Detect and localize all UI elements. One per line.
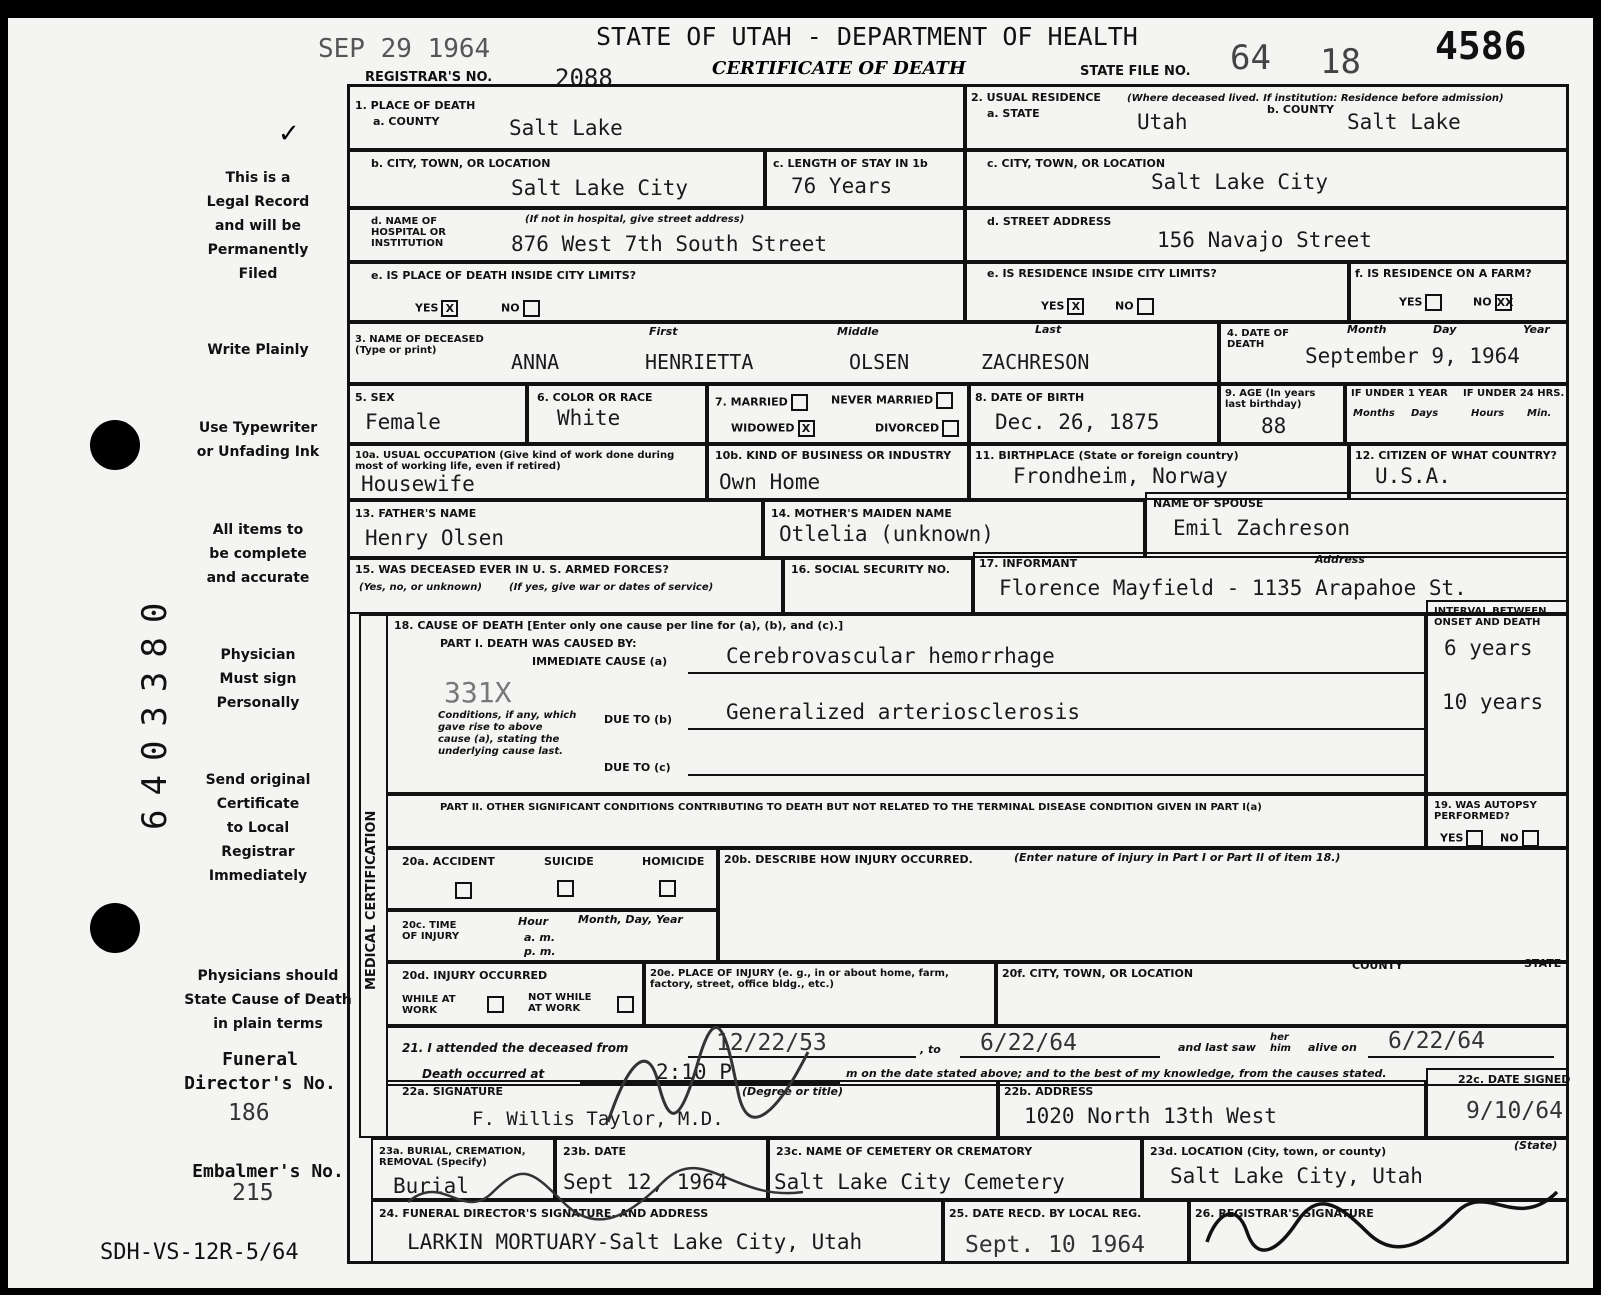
death-city-cell xyxy=(347,150,765,208)
burial-label: 23a. BURIAL, CREMATION, REMOVAL (Specify) xyxy=(379,1146,526,1168)
certificate-title: CERTIFICATE OF DEATH xyxy=(712,58,966,79)
interval-label: INTERVAL BETWEEN ONSET AND DEATH xyxy=(1434,606,1547,628)
farm-label: f. IS RESIDENCE ON A FARM? xyxy=(1355,267,1532,280)
degree-label: (Degree or title) xyxy=(742,1085,844,1098)
age-label: 9. AGE (In years last birthday) xyxy=(1225,388,1316,410)
hospital-address: 876 West 7th South Street xyxy=(511,232,828,256)
homicide-checkbox[interactable] xyxy=(659,880,676,897)
divorced-checkbox[interactable] xyxy=(942,420,959,437)
immediate-cause-line xyxy=(688,672,1424,674)
agency-title: STATE OF UTAH - DEPARTMENT OF HEALTH xyxy=(596,22,1138,51)
embalmer-no-label: Embalmer's No. xyxy=(192,1161,344,1182)
first-name: ANNA xyxy=(511,350,560,374)
business: Own Home xyxy=(719,470,821,494)
county-label: a. COUNTY xyxy=(373,115,440,128)
length-of-stay-cell xyxy=(765,150,965,208)
residence-county-label: b. COUNTY xyxy=(1267,103,1334,116)
date-of-birth: Dec. 26, 1875 xyxy=(995,410,1160,434)
death-occurred-label: Death occurred at xyxy=(422,1067,545,1081)
state-file-no-label: STATE FILE NO. xyxy=(1080,64,1191,79)
social-security-cell xyxy=(783,558,973,614)
injury-state-label: STATE xyxy=(1524,957,1562,970)
cemetery-label: 23c. NAME OF CEMETERY OR CREMATORY xyxy=(776,1145,1033,1158)
immediate-cause: Cerebrovascular hemorrhage xyxy=(726,644,1055,668)
write-plainly-note: Write Plainly xyxy=(207,342,309,358)
never-married: NEVER MARRIED xyxy=(831,392,953,409)
registrar-signature-cell xyxy=(1189,1200,1569,1264)
residence-limits-no: NO xyxy=(1115,298,1154,315)
death-limits-no: NO xyxy=(501,300,540,317)
serial-number: 6403380 xyxy=(135,588,175,830)
injury-description-cell xyxy=(718,848,1569,962)
under-1-year-label: IF UNDER 1 YEAR xyxy=(1351,388,1448,399)
last-saw-date: 6/22/64 xyxy=(1388,1028,1485,1054)
injury-occurred-label: 20d. INJURY OCCURRED xyxy=(402,969,548,982)
part2-label: PART II. OTHER SIGNIFICANT CONDITIONS CONTRIBUTING TO DEATH BUT NOT RELATED TO THE TERMINAL DISEASE CONDITION GIVEN IN PART I(a) xyxy=(440,802,1262,813)
occupation-cell xyxy=(347,444,707,500)
residence-state-county-cell xyxy=(965,84,1569,150)
injury-city-label: 20f. CITY, TOWN, OR LOCATION xyxy=(1002,967,1194,980)
place-of-death-label: 1. PLACE OF DEATH xyxy=(355,99,476,112)
state-file-no-part-c: 4586 xyxy=(1435,24,1527,68)
residence-county: Salt Lake xyxy=(1347,110,1461,134)
married: 7. MARRIED xyxy=(715,394,808,411)
cause-code: 331X xyxy=(444,676,512,709)
father-cell xyxy=(347,500,763,558)
due-to-b-line xyxy=(688,728,1424,730)
injury-time-label: 20c. TIME OF INJURY xyxy=(402,920,460,942)
spouse-cell xyxy=(1145,492,1569,558)
hospital-note: (If not in hospital, give street address) xyxy=(525,214,745,225)
interval-cell xyxy=(1426,600,1569,794)
armed-forces-cell xyxy=(347,558,783,614)
mother-cell xyxy=(763,500,1145,558)
armed-forces-sub1: (Yes, no, or unknown) xyxy=(359,582,482,593)
residence-note: (Where deceased lived. If institution: Residence before admission) xyxy=(1127,93,1504,104)
date-of-death: September 9, 1964 xyxy=(1305,344,1520,368)
length-of-stay-label: c. LENGTH OF STAY IN 1b xyxy=(773,157,928,170)
death-county: Salt Lake xyxy=(509,116,623,140)
interval-b: 10 years xyxy=(1442,690,1544,714)
registrar-signature-scrawl xyxy=(1197,1172,1567,1264)
received-date-stamp: SEP 29 1964 xyxy=(318,34,491,64)
cause-of-death-cell xyxy=(386,614,1426,794)
date-signed-cell xyxy=(1426,1068,1569,1138)
year-label: Year xyxy=(1523,323,1550,336)
informant-label: 17. INFORMANT xyxy=(979,557,1078,570)
mother-label: 14. MOTHER'S MAIDEN NAME xyxy=(771,507,952,520)
hour-label: Hour xyxy=(518,915,549,928)
spouse-name: Emil Zachreson xyxy=(1173,516,1351,540)
date-received-cell xyxy=(943,1200,1189,1264)
state-file-no-part-a: 64 xyxy=(1230,38,1271,78)
while-at-work-label: WHILE AT WORK xyxy=(402,994,456,1016)
farm-yes-checkbox[interactable] xyxy=(1425,294,1442,311)
residence-city-label: c. CITY, TOWN, OR LOCATION xyxy=(987,157,1166,170)
residence-state: Utah xyxy=(1137,110,1188,134)
due-to-c-label: DUE TO (c) xyxy=(604,761,671,774)
min-label: Min. xyxy=(1527,408,1552,419)
not-while-at-work-label: NOT WHILE AT WORK xyxy=(528,992,592,1014)
farm-yes: YES xyxy=(1399,294,1442,311)
date-received-label: 25. DATE RECD. BY LOCAL REG. xyxy=(949,1207,1142,1220)
injury-county-label: COUNTY xyxy=(1352,959,1404,972)
state-file-no-part-b: 18 xyxy=(1320,42,1361,82)
physician-address-cell xyxy=(998,1080,1426,1138)
death-limits-yes-checkbox[interactable]: X xyxy=(441,300,458,317)
due-to-b: Generalized arteriosclerosis xyxy=(726,700,1081,724)
race: White xyxy=(557,406,621,430)
registrar-no: 2088 xyxy=(555,64,613,92)
armed-forces-label: 15. WAS DECEASED EVER IN U. S. ARMED FORCES? xyxy=(355,563,669,576)
months-label: Months xyxy=(1353,408,1395,419)
divorced: DIVORCED xyxy=(875,420,959,437)
attended-from: 12/22/53 xyxy=(716,1030,827,1056)
days-label: Days xyxy=(1411,408,1439,419)
suicide-label: SUICIDE xyxy=(544,855,594,868)
punch-hole-top xyxy=(90,420,140,470)
burial-date-label: 23b. DATE xyxy=(563,1145,626,1158)
inside-city-limits-cell xyxy=(347,262,965,322)
occupation: Housewife xyxy=(361,472,475,496)
residence-street-cell xyxy=(965,208,1569,262)
am-label: a. m. xyxy=(524,931,556,944)
while-at-work-checkbox[interactable] xyxy=(487,996,504,1013)
punch-hole-bottom xyxy=(90,903,140,953)
due-to-b-label: DUE TO (b) xyxy=(604,713,673,726)
injury-description-note: (Enter nature of injury in Part I or Part II of item 18.) xyxy=(1014,851,1341,864)
cemetery: Salt Lake City Cemetery xyxy=(774,1170,1065,1194)
conditions-note: Conditions, if any, which gave rise to above cause (a), stating the underlying cause last. xyxy=(438,710,577,757)
suicide-checkbox[interactable] xyxy=(557,880,574,897)
farm-cell xyxy=(1349,262,1569,322)
legal-record-note: This is a Legal Record and will be Permanently Filed xyxy=(206,170,310,282)
last-saw-label: and last saw xyxy=(1178,1041,1256,1054)
spouse-label: NAME OF SPOUSE xyxy=(1153,497,1264,510)
residence-limits-cell xyxy=(965,262,1349,322)
autopsy-no: NO xyxy=(1500,830,1539,847)
accident-label: 20a. ACCIDENT xyxy=(402,855,495,868)
citizen: U.S.A. xyxy=(1375,464,1451,488)
funeral-director: LARKIN MORTUARY-Salt Lake City, Utah xyxy=(407,1230,863,1254)
autopsy-label: 19. WAS AUTOPSY PERFORMED? xyxy=(1434,800,1537,822)
to-label: , to xyxy=(920,1043,941,1056)
sex-cell xyxy=(347,384,527,444)
immediate-cause-label: IMMEDIATE CAUSE (a) xyxy=(532,655,668,668)
last-saw-line xyxy=(1368,1056,1554,1058)
death-limits-yes: YES X xyxy=(415,300,458,317)
date-received: Sept. 10 1964 xyxy=(965,1232,1146,1258)
age-cell xyxy=(1219,384,1345,444)
embalmer-no: 215 xyxy=(232,1180,274,1206)
autopsy-cell xyxy=(1426,794,1569,848)
cause-of-death-label: 18. CAUSE OF DEATH [Enter only one cause per line for (a), (b), and (c).] xyxy=(394,619,844,632)
date-signed: 9/10/64 xyxy=(1466,1098,1563,1124)
under-24-hrs-label: IF UNDER 24 HRS. xyxy=(1463,388,1565,399)
social-security-label: 16. SOCIAL SECURITY NO. xyxy=(791,563,950,576)
physician-sign-note: Physician Must sign Personally xyxy=(216,647,300,711)
place-of-death-county-cell xyxy=(347,84,965,150)
attended-label: 21. I attended the deceased from xyxy=(402,1041,629,1055)
married-checkbox[interactable] xyxy=(791,394,808,411)
mother-name: Otlelia (unknown) xyxy=(779,522,994,546)
date-of-birth-label: 8. DATE OF BIRTH xyxy=(975,391,1085,404)
physician-address: 1020 North 13th West xyxy=(1024,1104,1277,1128)
decedent-name-cell xyxy=(347,322,1219,384)
month-day-year-label: Month, Day, Year xyxy=(578,913,683,926)
residence-city: Salt Lake City xyxy=(1151,170,1329,194)
residence-limits-yes: YES X xyxy=(1041,298,1084,315)
burial: Burial xyxy=(393,1174,469,1198)
injury-occurred-cell xyxy=(386,962,644,1026)
place-of-injury-cell xyxy=(644,962,996,1026)
business-cell xyxy=(707,444,969,500)
interval-a: 6 years xyxy=(1444,636,1533,660)
hospital-label: d. NAME OF HOSPITAL OR INSTITUTION xyxy=(371,216,446,249)
date-of-death-label: 4. DATE OF DEATH xyxy=(1227,328,1289,350)
residence-street: 156 Navajo Street xyxy=(1157,228,1372,252)
death-time: 2:10 P xyxy=(656,1060,732,1084)
hours-label: Hours xyxy=(1471,408,1505,419)
cemetery-cell xyxy=(768,1138,1142,1200)
attended-to-line xyxy=(960,1056,1160,1058)
funeral-director-no-label: Funeral Director's No. xyxy=(184,1049,336,1094)
residence-limits-label: e. IS RESIDENCE INSIDE CITY LIMITS? xyxy=(987,267,1217,280)
date-of-birth-cell xyxy=(969,384,1219,444)
hospital-cell xyxy=(347,208,965,262)
funeral-director-cell xyxy=(371,1200,943,1264)
injury-location-cell xyxy=(996,957,1569,1026)
citizen-label: 12. CITIZEN OF WHAT COUNTRY? xyxy=(1355,449,1557,462)
death-city-label: b. CITY, TOWN, OR LOCATION xyxy=(371,157,551,170)
part2-cell xyxy=(386,794,1426,848)
birthplace: Frondheim, Norway xyxy=(1013,464,1228,488)
burial-location-label: 23d. LOCATION (City, town, or county) xyxy=(1150,1145,1387,1158)
residence-limits-yes-checkbox[interactable]: X xyxy=(1067,298,1084,315)
age-under-cell xyxy=(1345,384,1569,444)
alive-on-label: alive on xyxy=(1308,1041,1357,1054)
age: 88 xyxy=(1261,414,1287,438)
injury-time-cell xyxy=(386,910,718,962)
autopsy-yes: YES xyxy=(1440,830,1483,847)
father-label: 13. FATHER'S NAME xyxy=(355,507,477,520)
burial-date: Sept 12, 1964 xyxy=(563,1170,728,1194)
race-label: 6. COLOR OR RACE xyxy=(537,391,653,404)
month-label: Month xyxy=(1347,323,1387,336)
her-him-label: her him xyxy=(1270,1032,1291,1054)
birthplace-label: 11. BIRTHPLACE (State or foreign country) xyxy=(975,449,1239,462)
farm-no: NO XX xyxy=(1473,295,1514,309)
injury-description-label: 20b. DESCRIBE HOW INJURY OCCURRED. xyxy=(724,853,973,866)
due-to-c-line xyxy=(688,774,1424,776)
attended-to: 6/22/64 xyxy=(980,1030,1077,1056)
registrar-signature-label: 26. REGISTRAR'S SIGNATURE xyxy=(1195,1207,1374,1220)
pm-label: p. m. xyxy=(524,945,556,958)
marital-status-cell xyxy=(707,384,969,444)
widowed-checkbox[interactable]: X xyxy=(798,420,815,437)
death-statement-label: m on the date stated above; and to the best of my knowledge, from the causes stated. xyxy=(846,1067,1387,1080)
day-label: Day xyxy=(1433,323,1457,336)
funeral-director-label: 24. FUNERAL DIRECTOR'S SIGNATURE, AND ADDRESS xyxy=(379,1207,709,1220)
injury-type-cell xyxy=(386,848,718,910)
physician-name: F. Willis Taylor, M.D. xyxy=(472,1108,724,1130)
farm-no-checkbox[interactable]: XX xyxy=(1496,296,1514,309)
check-mark: ✓ xyxy=(278,118,300,148)
residence-state-label: a. STATE xyxy=(987,107,1040,120)
signature-label: 22a. SIGNATURE xyxy=(402,1085,504,1098)
complete-items-note: All items to be complete and accurate xyxy=(206,522,310,586)
date-signed-label: 22c. DATE SIGNED xyxy=(1458,1073,1571,1086)
attendance-cell xyxy=(386,1026,1569,1086)
physician-address-label: 22b. ADDRESS xyxy=(1004,1085,1094,1098)
business-label: 10b. KIND OF BUSINESS OR INDUSTRY xyxy=(715,449,952,462)
not-while-at-work-checkbox[interactable] xyxy=(617,996,634,1013)
informant-address-label: Address xyxy=(1315,553,1365,566)
residence-city-cell xyxy=(965,150,1569,208)
medical-certification-label: MEDICAL CERTIFICATION xyxy=(364,810,379,990)
part1-label: PART I. DEATH WAS CAUSED BY: xyxy=(440,637,637,650)
signature-cell xyxy=(386,1080,998,1138)
informant: Florence Mayfield - 1135 Arapahoe St. xyxy=(999,576,1467,600)
usual-residence-label: 2. USUAL RESIDENCE xyxy=(971,91,1101,104)
plain-terms-note: Physicians should State Cause of Death in plain terms xyxy=(184,968,352,1032)
burial-state-note: (State) xyxy=(1514,1139,1558,1152)
death-limits-no-checkbox[interactable] xyxy=(523,300,540,317)
sex: Female xyxy=(365,410,441,434)
inside-city-limits-label: e. IS PLACE OF DEATH INSIDE CITY LIMITS? xyxy=(371,269,637,282)
homicide-label: HOMICIDE xyxy=(642,855,705,868)
residence-limits-no-checkbox[interactable] xyxy=(1137,298,1154,315)
widowed: WIDOWED X xyxy=(731,420,815,437)
physician-signature-scrawl xyxy=(588,1022,828,1142)
autopsy-no-checkbox[interactable] xyxy=(1522,830,1539,847)
occupation-label: 10a. USUAL OCCUPATION (Give kind of work done during most of working life, even if retired) xyxy=(355,450,675,472)
autopsy-yes-checkbox[interactable] xyxy=(1466,830,1483,847)
date-of-death-cell xyxy=(1219,322,1569,384)
accident-checkbox[interactable] xyxy=(455,882,472,899)
last-name-label: Last xyxy=(1035,323,1062,336)
burial-location: Salt Lake City, Utah xyxy=(1170,1164,1423,1188)
death-city: Salt Lake City xyxy=(511,176,689,200)
registrar-no-label: REGISTRAR'S NO. xyxy=(365,70,493,85)
never-married-checkbox[interactable] xyxy=(936,392,953,409)
race-cell xyxy=(527,384,707,444)
middle-name-2: OLSEN xyxy=(849,350,910,374)
sex-label: 5. SEX xyxy=(355,391,395,404)
middle-name: HENRIETTA xyxy=(645,350,754,374)
decedent-name-label: 3. NAME OF DECEASED (Type or print) xyxy=(355,334,484,356)
form-code: SDH-VS-12R-5/64 xyxy=(100,1240,299,1265)
funeral-director-signature-scrawl xyxy=(403,1162,823,1232)
middle-name-label: Middle xyxy=(837,325,879,338)
father-name: Henry Olsen xyxy=(365,526,505,550)
armed-forces-sub2: (If yes, give war or dates of service) xyxy=(509,582,714,593)
first-name-label: First xyxy=(649,325,678,338)
send-original-note: Send original Certificate to Local Registrar Immediately xyxy=(205,772,311,884)
place-of-injury-label: 20e. PLACE OF INJURY (e. g., in or about home, farm, factory, street, office bldg., etc.) xyxy=(650,968,949,990)
funeral-director-no: 186 xyxy=(228,1100,270,1126)
last-name: ZACHRESON xyxy=(981,350,1090,374)
length-of-stay: 76 Years xyxy=(791,174,893,198)
residence-street-label: d. STREET ADDRESS xyxy=(987,215,1112,228)
typewriter-note: Use Typewriter or Unfading Ink xyxy=(196,420,320,460)
